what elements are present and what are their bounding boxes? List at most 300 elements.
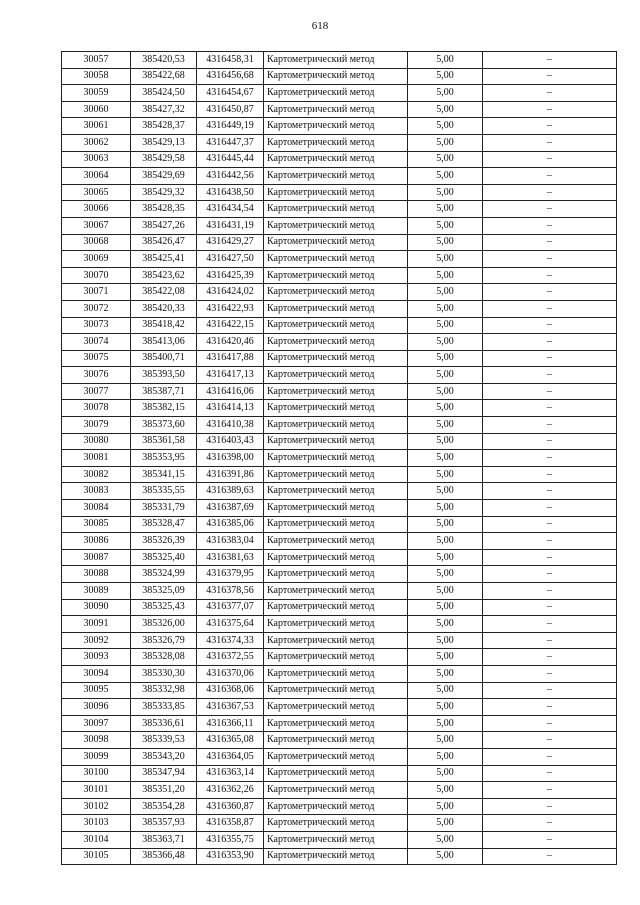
method-cell: Картометрический метод — [264, 549, 408, 566]
note-cell: – — [483, 101, 617, 118]
y-coordinate-cell: 4316362,26 — [197, 782, 264, 799]
point-number-cell: 30077 — [62, 383, 131, 400]
x-coordinate-cell: 385429,69 — [131, 168, 197, 185]
x-coordinate-cell: 385328,08 — [131, 649, 197, 666]
table-row — [62, 134, 617, 151]
y-coordinate-cell: 4316427,50 — [197, 251, 264, 268]
table-row — [62, 68, 617, 85]
note-cell: – — [483, 831, 617, 848]
error-cell: 5,00 — [408, 300, 483, 317]
point-number-cell: 30066 — [62, 201, 131, 218]
table-row — [62, 665, 617, 682]
y-coordinate-cell: 4316434,54 — [197, 201, 264, 218]
point-number-cell: 30083 — [62, 483, 131, 500]
error-cell: 5,00 — [408, 251, 483, 268]
point-number-cell: 30067 — [62, 217, 131, 234]
y-coordinate-cell: 4316410,38 — [197, 417, 264, 434]
table-row — [62, 400, 617, 417]
error-cell: 5,00 — [408, 134, 483, 151]
y-coordinate-cell: 4316447,37 — [197, 134, 264, 151]
y-coordinate-cell: 4316358,87 — [197, 815, 264, 832]
note-cell: – — [483, 184, 617, 201]
method-cell: Картометрический метод — [264, 699, 408, 716]
method-cell: Картометрический метод — [264, 101, 408, 118]
point-number-cell: 30074 — [62, 334, 131, 351]
x-coordinate-cell: 385357,93 — [131, 815, 197, 832]
x-coordinate-cell: 385426,47 — [131, 234, 197, 251]
error-cell: 5,00 — [408, 317, 483, 334]
error-cell: 5,00 — [408, 201, 483, 218]
method-cell: Картометрический метод — [264, 251, 408, 268]
error-cell: 5,00 — [408, 765, 483, 782]
note-cell: – — [483, 566, 617, 583]
x-coordinate-cell: 385393,50 — [131, 367, 197, 384]
method-cell: Картометрический метод — [264, 201, 408, 218]
x-coordinate-cell: 385428,35 — [131, 201, 197, 218]
table-row — [62, 317, 617, 334]
table-row — [62, 715, 617, 732]
note-cell: – — [483, 815, 617, 832]
x-coordinate-cell: 385347,94 — [131, 765, 197, 782]
point-number-cell: 30100 — [62, 765, 131, 782]
point-number-cell: 30105 — [62, 848, 131, 865]
x-coordinate-cell: 385326,79 — [131, 632, 197, 649]
y-coordinate-cell: 4316417,88 — [197, 350, 264, 367]
y-coordinate-cell: 4316375,64 — [197, 616, 264, 633]
y-coordinate-cell: 4316353,90 — [197, 848, 264, 865]
error-cell: 5,00 — [408, 782, 483, 799]
x-coordinate-cell: 385425,41 — [131, 251, 197, 268]
method-cell: Картометрический метод — [264, 500, 408, 517]
point-number-cell: 30059 — [62, 85, 131, 102]
note-cell: – — [483, 52, 617, 69]
method-cell: Картометрический метод — [264, 52, 408, 69]
error-cell: 5,00 — [408, 500, 483, 517]
x-coordinate-cell: 385336,61 — [131, 715, 197, 732]
table-row — [62, 649, 617, 666]
error-cell: 5,00 — [408, 417, 483, 434]
method-cell: Картометрический метод — [264, 466, 408, 483]
y-coordinate-cell: 4316425,39 — [197, 267, 264, 284]
table-row — [62, 168, 617, 185]
note-cell: – — [483, 350, 617, 367]
note-cell: – — [483, 682, 617, 699]
table-row — [62, 815, 617, 832]
y-coordinate-cell: 4316414,13 — [197, 400, 264, 417]
table-row — [62, 101, 617, 118]
point-number-cell: 30058 — [62, 68, 131, 85]
table-row — [62, 682, 617, 699]
x-coordinate-cell: 385429,58 — [131, 151, 197, 168]
x-coordinate-cell: 385420,53 — [131, 52, 197, 69]
table-row — [62, 632, 617, 649]
method-cell: Картометрический метод — [264, 748, 408, 765]
point-number-cell: 30090 — [62, 599, 131, 616]
note-cell: – — [483, 134, 617, 151]
note-cell: – — [483, 466, 617, 483]
note-cell: – — [483, 798, 617, 815]
y-coordinate-cell: 4316370,06 — [197, 665, 264, 682]
point-number-cell: 30071 — [62, 284, 131, 301]
method-cell: Картометрический метод — [264, 317, 408, 334]
x-coordinate-cell: 385330,30 — [131, 665, 197, 682]
table-row — [62, 566, 617, 583]
y-coordinate-cell: 4316379,95 — [197, 566, 264, 583]
point-number-cell: 30073 — [62, 317, 131, 334]
table-row — [62, 782, 617, 799]
method-cell: Картометрический метод — [264, 765, 408, 782]
point-number-cell: 30097 — [62, 715, 131, 732]
y-coordinate-cell: 4316387,69 — [197, 500, 264, 517]
x-coordinate-cell: 385325,43 — [131, 599, 197, 616]
table-row — [62, 848, 617, 865]
error-cell: 5,00 — [408, 732, 483, 749]
x-coordinate-cell: 385424,50 — [131, 85, 197, 102]
table-row — [62, 184, 617, 201]
error-cell: 5,00 — [408, 52, 483, 69]
method-cell: Картометрический метод — [264, 184, 408, 201]
table-row — [62, 85, 617, 102]
error-cell: 5,00 — [408, 632, 483, 649]
point-number-cell: 30103 — [62, 815, 131, 832]
error-cell: 5,00 — [408, 566, 483, 583]
x-coordinate-cell: 385341,15 — [131, 466, 197, 483]
note-cell: – — [483, 85, 617, 102]
y-coordinate-cell: 4316417,13 — [197, 367, 264, 384]
point-number-cell: 30095 — [62, 682, 131, 699]
note-cell: – — [483, 201, 617, 218]
y-coordinate-cell: 4316429,27 — [197, 234, 264, 251]
note-cell: – — [483, 217, 617, 234]
x-coordinate-cell: 385400,71 — [131, 350, 197, 367]
note-cell: – — [483, 151, 617, 168]
note-cell: – — [483, 782, 617, 799]
table-row — [62, 583, 617, 600]
table-row — [62, 251, 617, 268]
method-cell: Картометрический метод — [264, 334, 408, 351]
coordinates-table — [61, 51, 617, 865]
x-coordinate-cell: 385326,39 — [131, 533, 197, 550]
note-cell: – — [483, 533, 617, 550]
table-row — [62, 732, 617, 749]
point-number-cell: 30068 — [62, 234, 131, 251]
error-cell: 5,00 — [408, 466, 483, 483]
x-coordinate-cell: 385351,20 — [131, 782, 197, 799]
point-number-cell: 30080 — [62, 433, 131, 450]
x-coordinate-cell: 385328,47 — [131, 516, 197, 533]
table-row — [62, 151, 617, 168]
method-cell: Картометрический метод — [264, 234, 408, 251]
table-row — [62, 217, 617, 234]
method-cell: Картометрический метод — [264, 300, 408, 317]
method-cell: Картометрический метод — [264, 267, 408, 284]
method-cell: Картометрический метод — [264, 682, 408, 699]
point-number-cell: 30061 — [62, 118, 131, 135]
note-cell: – — [483, 583, 617, 600]
method-cell: Картометрический метод — [264, 217, 408, 234]
error-cell: 5,00 — [408, 450, 483, 467]
x-coordinate-cell: 385332,98 — [131, 682, 197, 699]
x-coordinate-cell: 385418,42 — [131, 317, 197, 334]
y-coordinate-cell: 4316367,53 — [197, 699, 264, 716]
page-number: 618 — [311, 20, 329, 32]
y-coordinate-cell: 4316368,06 — [197, 682, 264, 699]
note-cell: – — [483, 549, 617, 566]
point-number-cell: 30085 — [62, 516, 131, 533]
y-coordinate-cell: 4316420,46 — [197, 334, 264, 351]
x-coordinate-cell: 385373,60 — [131, 417, 197, 434]
x-coordinate-cell: 385422,68 — [131, 68, 197, 85]
x-coordinate-cell: 385366,48 — [131, 848, 197, 865]
x-coordinate-cell: 385354,28 — [131, 798, 197, 815]
note-cell: – — [483, 417, 617, 434]
method-cell: Картометрический метод — [264, 450, 408, 467]
x-coordinate-cell: 385361,58 — [131, 433, 197, 450]
y-coordinate-cell: 4316385,06 — [197, 516, 264, 533]
note-cell: – — [483, 616, 617, 633]
y-coordinate-cell: 4316454,67 — [197, 85, 264, 102]
point-number-cell: 30072 — [62, 300, 131, 317]
table-row — [62, 466, 617, 483]
note-cell: – — [483, 715, 617, 732]
point-number-cell: 30102 — [62, 798, 131, 815]
error-cell: 5,00 — [408, 85, 483, 102]
y-coordinate-cell: 4316374,33 — [197, 632, 264, 649]
method-cell: Картометрический метод — [264, 350, 408, 367]
method-cell: Картометрический метод — [264, 583, 408, 600]
note-cell: – — [483, 433, 617, 450]
method-cell: Картометрический метод — [264, 632, 408, 649]
x-coordinate-cell: 385420,33 — [131, 300, 197, 317]
point-number-cell: 30093 — [62, 649, 131, 666]
x-coordinate-cell: 385326,00 — [131, 616, 197, 633]
point-number-cell: 30075 — [62, 350, 131, 367]
error-cell: 5,00 — [408, 649, 483, 666]
note-cell: – — [483, 649, 617, 666]
y-coordinate-cell: 4316363,14 — [197, 765, 264, 782]
x-coordinate-cell: 385423,62 — [131, 267, 197, 284]
error-cell: 5,00 — [408, 748, 483, 765]
method-cell: Картометрический метод — [264, 665, 408, 682]
x-coordinate-cell: 385422,08 — [131, 284, 197, 301]
error-cell: 5,00 — [408, 715, 483, 732]
table-row — [62, 533, 617, 550]
y-coordinate-cell: 4316366,11 — [197, 715, 264, 732]
table-row — [62, 417, 617, 434]
point-number-cell: 30086 — [62, 533, 131, 550]
error-cell: 5,00 — [408, 350, 483, 367]
y-coordinate-cell: 4316449,19 — [197, 118, 264, 135]
point-number-cell: 30057 — [62, 52, 131, 69]
table-row — [62, 616, 617, 633]
note-cell: – — [483, 500, 617, 517]
method-cell: Картометрический метод — [264, 715, 408, 732]
table-row — [62, 748, 617, 765]
y-coordinate-cell: 4316456,68 — [197, 68, 264, 85]
note-cell: – — [483, 632, 617, 649]
x-coordinate-cell: 385339,53 — [131, 732, 197, 749]
point-number-cell: 30082 — [62, 466, 131, 483]
error-cell: 5,00 — [408, 383, 483, 400]
point-number-cell: 30081 — [62, 450, 131, 467]
note-cell: – — [483, 68, 617, 85]
point-number-cell: 30089 — [62, 583, 131, 600]
method-cell: Картометрический метод — [264, 566, 408, 583]
table-row — [62, 433, 617, 450]
table-row — [62, 367, 617, 384]
y-coordinate-cell: 4316377,07 — [197, 599, 264, 616]
table-row — [62, 450, 617, 467]
method-cell: Картометрический метод — [264, 815, 408, 832]
point-number-cell: 30076 — [62, 367, 131, 384]
error-cell: 5,00 — [408, 616, 483, 633]
x-coordinate-cell: 385429,13 — [131, 134, 197, 151]
method-cell: Картометрический метод — [264, 533, 408, 550]
error-cell: 5,00 — [408, 151, 483, 168]
point-number-cell: 30084 — [62, 500, 131, 517]
coordinates-table-body — [62, 52, 617, 865]
point-number-cell: 30092 — [62, 632, 131, 649]
x-coordinate-cell: 385325,09 — [131, 583, 197, 600]
table-row — [62, 234, 617, 251]
method-cell: Картометрический метод — [264, 782, 408, 799]
x-coordinate-cell: 385429,32 — [131, 184, 197, 201]
y-coordinate-cell: 4316438,50 — [197, 184, 264, 201]
method-cell: Картометрический метод — [264, 516, 408, 533]
note-cell: – — [483, 251, 617, 268]
method-cell: Картометрический метод — [264, 831, 408, 848]
error-cell: 5,00 — [408, 599, 483, 616]
note-cell: – — [483, 383, 617, 400]
point-number-cell: 30064 — [62, 168, 131, 185]
note-cell: – — [483, 317, 617, 334]
note-cell: – — [483, 516, 617, 533]
error-cell: 5,00 — [408, 583, 483, 600]
table-row — [62, 118, 617, 135]
x-coordinate-cell: 385335,55 — [131, 483, 197, 500]
point-number-cell: 30087 — [62, 549, 131, 566]
x-coordinate-cell: 385331,79 — [131, 500, 197, 517]
error-cell: 5,00 — [408, 400, 483, 417]
method-cell: Картометрический метод — [264, 798, 408, 815]
y-coordinate-cell: 4316431,19 — [197, 217, 264, 234]
x-coordinate-cell: 385413,06 — [131, 334, 197, 351]
point-number-cell: 30078 — [62, 400, 131, 417]
y-coordinate-cell: 4316403,43 — [197, 433, 264, 450]
x-coordinate-cell: 385353,95 — [131, 450, 197, 467]
x-coordinate-cell: 385343,20 — [131, 748, 197, 765]
point-number-cell: 30065 — [62, 184, 131, 201]
point-number-cell: 30098 — [62, 732, 131, 749]
error-cell: 5,00 — [408, 68, 483, 85]
note-cell: – — [483, 118, 617, 135]
method-cell: Картометрический метод — [264, 151, 408, 168]
y-coordinate-cell: 4316383,04 — [197, 533, 264, 550]
error-cell: 5,00 — [408, 367, 483, 384]
note-cell: – — [483, 284, 617, 301]
method-cell: Картометрический метод — [264, 732, 408, 749]
error-cell: 5,00 — [408, 334, 483, 351]
method-cell: Картометрический метод — [264, 85, 408, 102]
table-row — [62, 516, 617, 533]
y-coordinate-cell: 4316442,56 — [197, 168, 264, 185]
error-cell: 5,00 — [408, 533, 483, 550]
table-row — [62, 549, 617, 566]
table-row — [62, 383, 617, 400]
method-cell: Картометрический метод — [264, 848, 408, 865]
point-number-cell: 30101 — [62, 782, 131, 799]
note-cell: – — [483, 334, 617, 351]
x-coordinate-cell: 385387,71 — [131, 383, 197, 400]
point-number-cell: 30099 — [62, 748, 131, 765]
y-coordinate-cell: 4316391,86 — [197, 466, 264, 483]
point-number-cell: 30070 — [62, 267, 131, 284]
method-cell: Картометрический метод — [264, 649, 408, 666]
note-cell: – — [483, 483, 617, 500]
table-row — [62, 599, 617, 616]
y-coordinate-cell: 4316389,63 — [197, 483, 264, 500]
x-coordinate-cell: 385427,32 — [131, 101, 197, 118]
error-cell: 5,00 — [408, 101, 483, 118]
point-number-cell: 30088 — [62, 566, 131, 583]
error-cell: 5,00 — [408, 168, 483, 185]
table-row — [62, 334, 617, 351]
table-row — [62, 201, 617, 218]
y-coordinate-cell: 4316450,87 — [197, 101, 264, 118]
note-cell: – — [483, 300, 617, 317]
point-number-cell: 30062 — [62, 134, 131, 151]
x-coordinate-cell: 385363,71 — [131, 831, 197, 848]
x-coordinate-cell: 385428,37 — [131, 118, 197, 135]
method-cell: Картометрический метод — [264, 417, 408, 434]
table-row — [62, 284, 617, 301]
table-row — [62, 267, 617, 284]
error-cell: 5,00 — [408, 699, 483, 716]
point-number-cell: 30079 — [62, 417, 131, 434]
point-number-cell: 30094 — [62, 665, 131, 682]
error-cell: 5,00 — [408, 665, 483, 682]
error-cell: 5,00 — [408, 549, 483, 566]
error-cell: 5,00 — [408, 516, 483, 533]
method-cell: Картометрический метод — [264, 383, 408, 400]
error-cell: 5,00 — [408, 831, 483, 848]
y-coordinate-cell: 4316422,15 — [197, 317, 264, 334]
method-cell: Картометрический метод — [264, 400, 408, 417]
x-coordinate-cell: 385333,85 — [131, 699, 197, 716]
method-cell: Картометрический метод — [264, 367, 408, 384]
y-coordinate-cell: 4316422,93 — [197, 300, 264, 317]
table-row — [62, 699, 617, 716]
note-cell: – — [483, 234, 617, 251]
note-cell: – — [483, 848, 617, 865]
y-coordinate-cell: 4316424,02 — [197, 284, 264, 301]
y-coordinate-cell: 4316360,87 — [197, 798, 264, 815]
note-cell: – — [483, 450, 617, 467]
y-coordinate-cell: 4316458,31 — [197, 52, 264, 69]
table-row — [62, 798, 617, 815]
error-cell: 5,00 — [408, 798, 483, 815]
note-cell: – — [483, 400, 617, 417]
point-number-cell: 30069 — [62, 251, 131, 268]
table-row — [62, 500, 617, 517]
note-cell: – — [483, 765, 617, 782]
note-cell: – — [483, 699, 617, 716]
note-cell: – — [483, 599, 617, 616]
method-cell: Картометрический метод — [264, 433, 408, 450]
table-row — [62, 483, 617, 500]
error-cell: 5,00 — [408, 267, 483, 284]
y-coordinate-cell: 4316378,56 — [197, 583, 264, 600]
